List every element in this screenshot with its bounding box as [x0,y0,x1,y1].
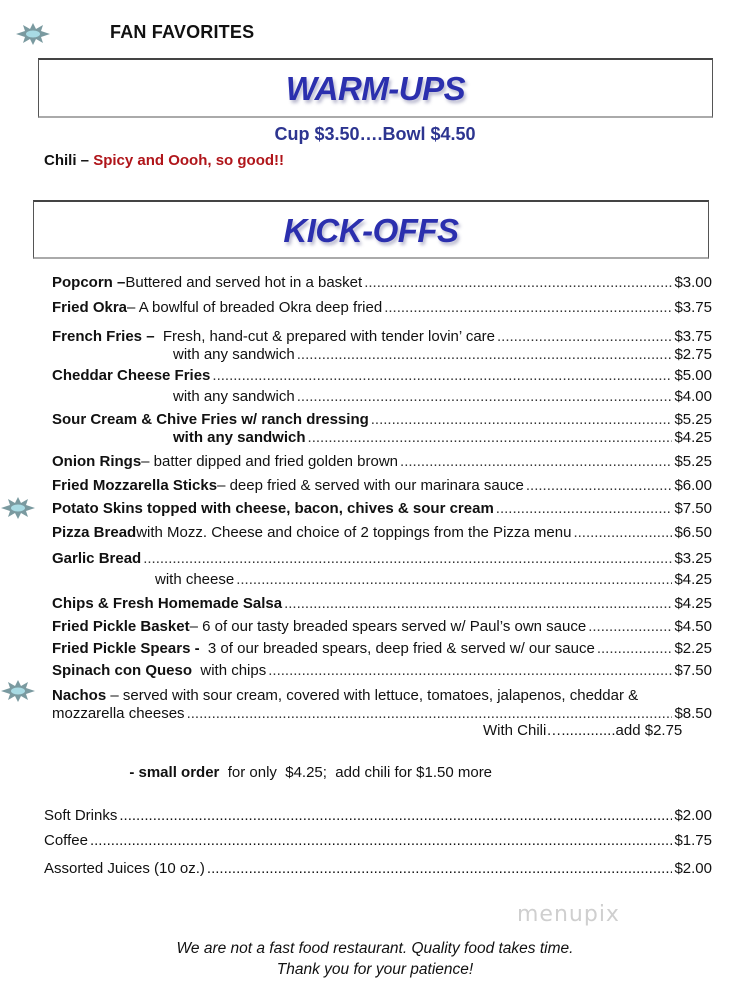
item-name: Popcorn – [52,274,126,291]
leader-dots [212,366,672,386]
item-name: Fried Okra [52,299,128,316]
leader-dots [297,345,673,365]
warmups-header-box [38,58,713,118]
warmups-title: WARM-UPS [285,70,466,107]
small-order-label: - small order [129,764,220,781]
leader-dots [496,499,673,519]
small-order-desc: for only $4.25; add chili for $1.50 more [219,764,493,781]
item-name: Assorted Juices (10 oz.) [44,860,205,877]
leader-dots [400,452,672,472]
menu-item-french-fries-sandwich [173,345,712,365]
item-desc: 3 of our breaded spears, deep fried & served w/ our sauce [199,640,595,657]
item-desc: – batter dipped and fried golden brown [141,453,399,470]
menu-item-chips-salsa [52,594,712,614]
item-price: $7.50 [674,500,712,517]
chili-price: add $2.75 [615,722,683,739]
item-price: $3.25 [674,550,712,567]
item-desc: – 6 of our tasty breaded spears served w/ Paul’s own sauce [189,618,587,635]
leader-dots [526,476,673,496]
menu-item-popcorn [52,273,712,293]
menu-item-nachos [52,686,638,706]
item-desc: – deep fried & served with our marinara sauce [217,477,524,494]
item-name: Fried Mozzarella Sticks [52,477,218,494]
footer-line-1: We are not a fast food restaurant. Quality food takes time. [176,940,574,957]
item-price: $2.25 [674,640,712,657]
item-price: $6.50 [674,524,712,541]
item-price: $4.25 [674,595,712,612]
leader-dots [597,639,673,659]
kickoffs-header-box [33,200,709,259]
item-price: $2.00 [674,860,712,877]
nachos-with-chili [483,721,682,741]
drink-coffee [44,831,712,851]
item-price: $5.00 [674,367,712,384]
menu-item-fried-okra [52,298,712,318]
item-price: $2.75 [674,346,712,363]
chili-label: With Chili…............. [483,722,616,739]
leader-dots [497,327,672,347]
chili-item [44,152,284,169]
leader-dots [236,570,672,590]
item-name: Coffee [44,832,88,849]
item-name: Garlic Bread [52,550,142,567]
item-desc: – A bowlful of breaded Okra deep fried [127,299,383,316]
menu-item-fried-mozzarella-sticks [52,476,712,496]
kickoffs-title: KICK-OFFS [283,212,459,249]
drink-soft-drinks [44,806,712,826]
leader-dots [384,298,672,318]
star-burst-icon [0,497,36,519]
leader-dots [207,859,673,879]
item-desc: Buttered and served hot in a basket [125,274,363,291]
leader-dots [119,806,672,826]
menu-item-french-fries [52,327,712,347]
item-price: $8.50 [674,705,712,722]
menu-item-garlic-bread-cheese [155,570,712,590]
item-desc: – served with sour cream, covered with lettuce, tomatoes, jalapenos, cheddar & [106,687,639,704]
nachos-small-order [121,743,492,783]
item-name: with any sandwich [173,429,306,446]
item-name: Cheddar Cheese Fries [52,367,211,384]
leader-dots [588,617,672,637]
item-name: Potato Skins topped with cheese, bacon, chives & sour cream [52,500,494,517]
item-price: $4.00 [674,388,712,405]
menu-item-sour-cream-chive-fries [52,410,712,430]
item-name: Nachos [52,687,107,704]
chili-desc: Spicy and Oooh, so good!! [93,152,285,169]
footer-line-2: Thank you for your patience! [276,961,474,978]
item-name: Chips & Fresh Homemade Salsa [52,595,283,612]
menu-item-spinach-con-queso [52,661,712,681]
star-burst-icon [15,23,51,45]
item-desc: with any sandwich [173,346,295,363]
item-name: Fried Pickle Basket [52,618,190,635]
menu-item-garlic-bread [52,549,712,569]
item-name: French Fries – [52,328,155,345]
leader-dots [371,410,673,430]
leader-dots [90,831,673,851]
item-name: Pizza Bread [52,524,137,541]
menu-item-fried-pickle-basket [52,617,712,637]
item-desc: mozzarella cheeses [52,705,185,722]
leader-dots [284,594,672,614]
item-price: $4.25 [674,571,712,588]
item-name: Fried Pickle Spears - [52,640,200,657]
item-price: $3.75 [674,328,712,345]
watermark-logo: menupix [517,902,620,927]
item-price: $5.25 [674,411,712,428]
leader-dots [573,523,672,543]
star-burst-icon [0,680,36,702]
item-price: $7.50 [674,662,712,679]
item-price: $6.00 [674,477,712,494]
leader-dots [308,428,673,448]
item-desc: Fresh, hand-cut & prepared with tender lovin’ care [154,328,495,345]
leader-dots [364,273,672,293]
item-price: $1.75 [674,832,712,849]
leader-dots [297,387,673,407]
item-desc: with Mozz. Cheese and choice of 2 toppings from the Pizza menu [136,524,572,541]
leader-dots [143,549,672,569]
item-name: Soft Drinks [44,807,118,824]
menu-item-cheddar-fries-sandwich [173,387,712,407]
item-desc: with chips [192,662,267,679]
item-desc: with any sandwich [173,388,295,405]
chili-name: Chili – [44,152,94,169]
item-price: $5.25 [674,453,712,470]
item-price: $3.75 [674,299,712,316]
menu-item-sour-cream-fries-sandwich [173,428,712,448]
item-name: Spinach con Queso [52,662,193,679]
leader-dots [268,661,672,681]
drink-assorted-juices [44,859,712,879]
warmups-pricing: Cup $3.50….Bowl $4.50 [274,124,476,144]
item-price: $4.25 [674,429,712,446]
menu-item-fried-pickle-spears [52,639,712,659]
item-price: $2.00 [674,807,712,824]
item-price: $4.50 [674,618,712,635]
menu-item-cheddar-cheese-fries [52,366,712,386]
menu-item-pizza-bread [52,523,712,543]
item-name: Sour Cream & Chive Fries w/ ranch dressing [52,411,369,428]
menu-item-potato-skins [52,499,712,519]
item-name: Onion Rings [52,453,142,470]
item-price: $3.00 [674,274,712,291]
page-title: FAN FAVORITES [110,22,255,42]
menu-item-onion-rings [52,452,712,472]
item-desc: with cheese [155,571,235,588]
